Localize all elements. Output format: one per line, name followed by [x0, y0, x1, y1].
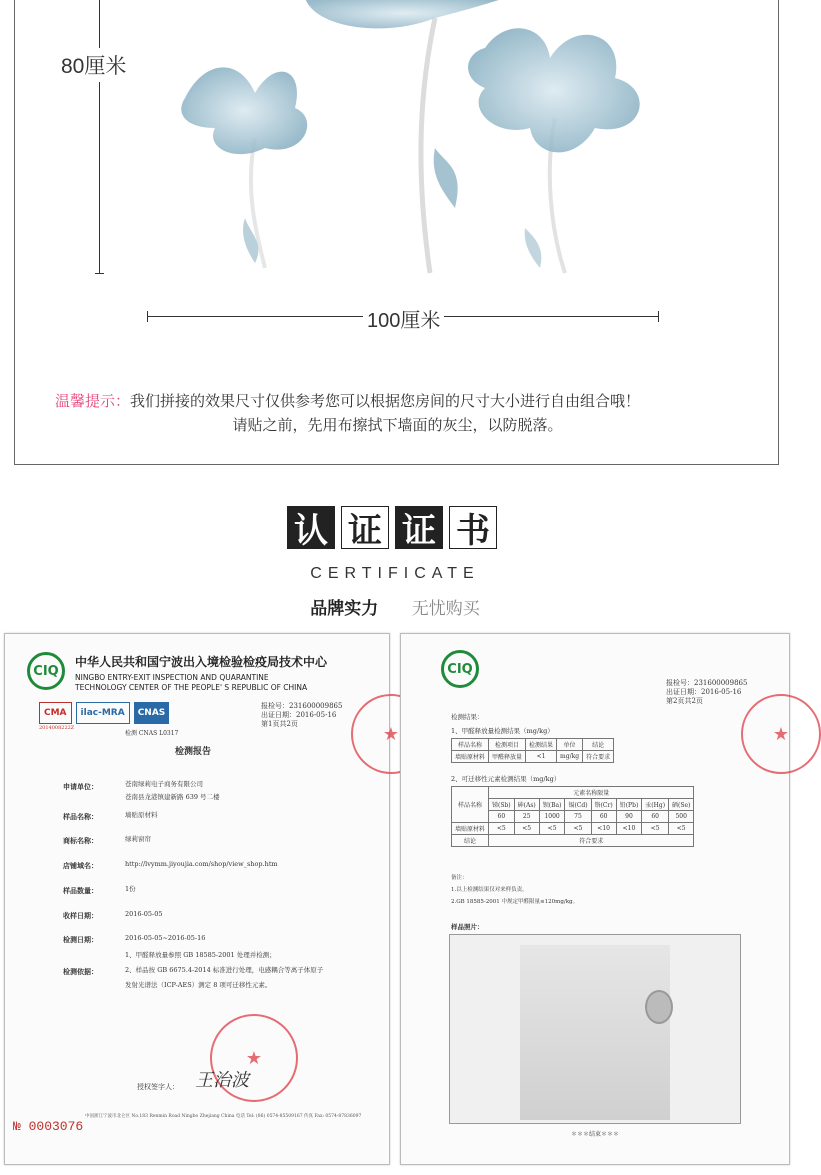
field-value: 发射光谱法（ICP-AES）测定 8 项可迁移性元素。 — [125, 981, 272, 989]
elements-table — [451, 786, 694, 847]
ciq-logo-icon: CIQ — [27, 652, 65, 690]
cert-char: 证 — [341, 506, 389, 549]
formaldehyde-table — [451, 738, 614, 763]
inspection-report-page-1 — [4, 633, 400, 1165]
org-name-cn: 中华人民共和国宁波出入境检验检疫局技术中心 — [75, 655, 328, 669]
table-cell: <5 — [565, 823, 591, 835]
field-label: 收样日期： — [63, 911, 98, 920]
cert-char: 认 — [287, 506, 335, 549]
field-label: 样品数量： — [63, 886, 98, 895]
table-row — [452, 835, 694, 847]
table-header: 砷(As) — [514, 799, 539, 811]
table-row — [452, 811, 694, 823]
meta-line: 第1页共2页 — [261, 720, 298, 728]
table-cell: 墙贴原材料 — [452, 823, 489, 835]
table-header: 硒(Se) — [669, 799, 694, 811]
field-value: 2、样品按 GB 6675.4-2014 标准进行处理，电感耦合等离子体原子 — [125, 966, 324, 974]
table-cell: <5 — [669, 823, 694, 835]
tip-text-1: 我们拼接的效果尺寸仅供参考您可以根据您房间的尺寸大小进行自由组合哦！ — [130, 392, 641, 410]
dimension-panel — [14, 0, 779, 465]
section-subtitle: 2、可迁移性元素检测结果（mg/kg） — [451, 775, 561, 783]
certificate-slogan — [0, 594, 790, 619]
slogan-soft: 无忧购买 — [411, 599, 480, 619]
field-value: 苍南绿莉电子商务有限公司 — [125, 780, 203, 788]
table-header: 检测结果 — [526, 739, 557, 751]
slogan-strong: 品牌实力 — [310, 599, 379, 619]
cnas-badge: CNAS — [134, 702, 170, 724]
table-cell: <5 — [539, 823, 565, 835]
field-value: 1份 — [125, 885, 136, 893]
table-header: 检测项目 — [489, 739, 526, 751]
field-label: 检测日期： — [63, 935, 98, 944]
table-row — [452, 799, 694, 811]
org-name-en-1: NINGBO ENTRY-EXIT INSPECTION AND QUARANTINE — [75, 673, 269, 682]
section-subtitle: 1、甲醛释放量检测结果（mg/kg） — [451, 727, 554, 735]
field-value: 2016-05-05 — [125, 910, 163, 918]
sample-photo-frame — [449, 934, 741, 1124]
table-cell: 500 — [669, 811, 694, 823]
ciq-logo-icon: CIQ — [441, 650, 479, 688]
table-header: 结论 — [583, 739, 614, 751]
report-meta — [261, 702, 342, 729]
red-seal-stamp: ★ — [210, 1014, 298, 1102]
badge-number: 2014008222Z — [39, 725, 75, 731]
table-header: 镉(Cd) — [565, 799, 591, 811]
height-dimension-line — [99, 0, 100, 273]
org-name-en-2: TECHNOLOGY CENTER OF THE PEOPLE' S REPUBLIC OF CHINA — [75, 683, 308, 692]
table-cell: 结论 — [452, 835, 489, 847]
table-cell: 90 — [616, 811, 642, 823]
field-label: 检测依据： — [63, 967, 98, 976]
meta-line: 出证日期：2016-05-16 — [666, 688, 742, 696]
table-cell: 25 — [514, 811, 539, 823]
section-title: 检测结果： — [451, 713, 484, 721]
table-header: 汞(Hg) — [642, 799, 669, 811]
note-line: 备注： — [451, 875, 468, 881]
report-title: 检测报告 — [175, 747, 212, 757]
field-label: 店铺域名： — [63, 861, 98, 870]
height-label: 80厘米 — [61, 48, 126, 82]
notes — [451, 872, 578, 908]
cert-char: 书 — [449, 506, 497, 549]
table-row — [452, 823, 694, 835]
inspection-report-page-2 — [400, 633, 790, 1165]
cnas-code: 检测 CNAS L0317 — [125, 730, 179, 737]
field-value: 苍南县龙港镇建新路 639 号二楼 — [125, 793, 220, 801]
width-tick-right — [658, 311, 659, 322]
certificate-english: CERTIFICATE — [310, 565, 480, 582]
field-value: 绿莉窗帘 — [125, 835, 151, 843]
table-header: 铬(Cr) — [591, 799, 616, 811]
red-seal-stamp: ★ — [351, 694, 431, 774]
meta-line: 报检号：231600009865 — [666, 679, 748, 687]
accreditation-badges — [39, 702, 169, 724]
table-row — [452, 739, 614, 751]
tip-line-2: 请贴之前，先用布擦拭下墙面的灰尘，以防脱落。 — [232, 416, 563, 434]
table-header: 铅(Pb) — [616, 799, 642, 811]
table-cell: 60 — [642, 811, 669, 823]
sign-label: 授权签字人： — [137, 1083, 179, 1091]
serial-number: № 0003076 — [13, 1119, 84, 1134]
field-value: 2016-05-05~2016-05-16 — [125, 934, 206, 942]
field-label: 商标名称： — [63, 836, 98, 845]
meta-line: 出证日期：2016-05-16 — [261, 711, 337, 719]
table-cell: 符合要求 — [489, 835, 694, 847]
table-cell: <5 — [642, 823, 669, 835]
field-value: http://lvymm.jiyoujia.com/shop/view_shop.htm — [125, 860, 278, 868]
tulip-illustration — [145, 0, 665, 278]
table-cell: 符合要求 — [583, 751, 614, 763]
sample-photo — [520, 945, 670, 1120]
table-header: 锑(Sb) — [489, 799, 515, 811]
certificate-title — [287, 506, 497, 549]
end-caption: ＊＊＊结束＊＊＊ — [571, 1131, 620, 1138]
wallpaper-roll-image — [645, 990, 673, 1024]
table-cell: <10 — [616, 823, 642, 835]
field-label: 样品名称： — [63, 812, 98, 821]
table-header: 样品名称 — [452, 787, 489, 823]
table-row — [452, 787, 694, 799]
table-header: 钡(Ba) — [539, 799, 565, 811]
table-header: 样品名称 — [452, 739, 489, 751]
table-row — [452, 751, 614, 763]
table-cell: <5 — [489, 823, 515, 835]
table-cell: 60 — [489, 811, 515, 823]
table-cell: 60 — [591, 811, 616, 823]
tip-line-1 — [55, 390, 755, 411]
table-header: 元素名称限量 — [489, 787, 694, 799]
tip-prefix: 温馨提示： — [55, 392, 131, 410]
table-cell: <5 — [514, 823, 539, 835]
table-cell: 1000 — [539, 811, 565, 823]
width-tick-left — [147, 311, 148, 322]
table-cell: mg/kg — [557, 751, 583, 763]
width-label: 100厘米 — [363, 304, 444, 333]
field-value: 1、甲醛释放量参照 GB 18585-2001 处理并检测； — [125, 951, 276, 959]
table-cell: <1 — [526, 751, 557, 763]
red-seal-stamp: ★ — [741, 694, 821, 774]
height-dimension-tick — [95, 273, 104, 274]
doc-footer: 中国浙江宁波市北仑区 No.183 Renmin Road Ningbo Zhejiang China 电话 Tel: (86) 0574-85509167 传真 Fax: 0574-87836097 — [85, 1114, 362, 1119]
signature: 王治波 — [195, 1070, 249, 1091]
field-value: 墙贴原材料 — [125, 811, 158, 819]
table-cell: 甲醛释放量 — [489, 751, 526, 763]
ilac-badge: ilac-MRA — [76, 702, 130, 724]
sample-label: 样品照片： — [451, 923, 484, 931]
field-label: 申请单位： — [63, 782, 98, 791]
cma-badge: CMA — [39, 702, 72, 724]
note-line: 2.GB 18585-2001 中规定甲醛限量≤120mg/kg。 — [451, 899, 579, 905]
meta-line: 第2页共2页 — [666, 697, 703, 705]
table-cell: 75 — [565, 811, 591, 823]
meta-line: 报检号：231600009865 — [261, 702, 343, 710]
table-cell: 墙贴原材料 — [452, 751, 489, 763]
table-cell: <10 — [591, 823, 616, 835]
cert-char: 证 — [395, 506, 443, 549]
note-line: 1.以上检测结果仅对来样负责。 — [451, 887, 528, 893]
report-meta — [666, 679, 747, 706]
table-header: 单位 — [557, 739, 583, 751]
